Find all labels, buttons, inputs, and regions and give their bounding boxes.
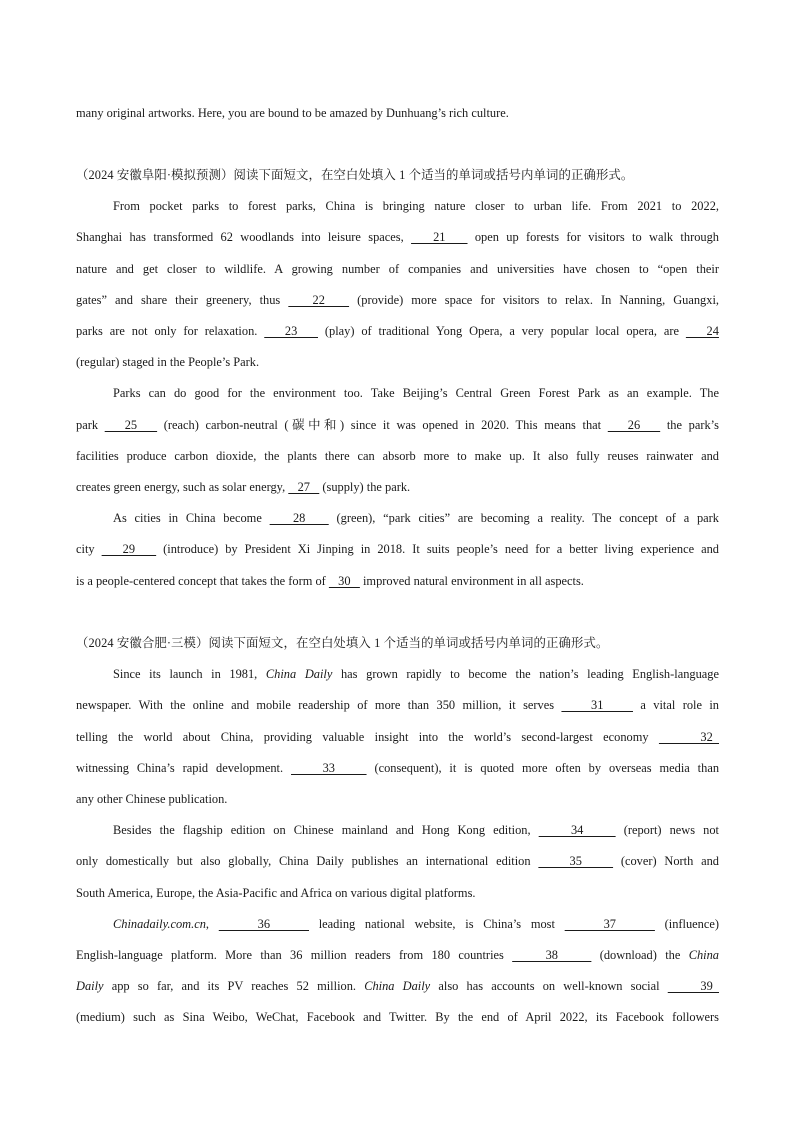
blank-23[interactable]: 23 bbox=[264, 324, 318, 338]
blank-31[interactable]: 31 bbox=[561, 698, 633, 712]
s1p1-line-2: Shanghai has transformed 62 woodlands into leisure spaces, 21 open up forests for visitors to walk through bbox=[76, 230, 719, 244]
s1p1-line-5: parks are not only for relaxation. 23 (play) of traditional Yong Opera, a very popular local opera, are 24 bbox=[76, 324, 719, 338]
blank-30[interactable]: 30 bbox=[328, 574, 360, 588]
blank-26[interactable]: 26 bbox=[607, 418, 661, 432]
section-1-heading: （2024 安徽阜阳·模拟预测）阅读下面短文，在空白处填入 1 个适当的单词或括号内单词的正确形式。 bbox=[76, 168, 634, 182]
s1p2-line-3: facilities produce carbon dioxide, the plants there can absorb more to make up. It also fully reuses rainwater and bbox=[76, 449, 719, 463]
blank-27[interactable]: 27 bbox=[288, 480, 320, 494]
s1p1-line-4: gates” and share their greenery, thus 22 (provide) more space for visitors to relax. In Nanning, Guangxi, bbox=[76, 293, 719, 307]
s2p3-line-2: English-language platform. More than 36 million readers from 180 countries 38 (download) the China bbox=[76, 948, 719, 962]
blank-34[interactable]: 34 bbox=[538, 823, 616, 837]
s2p2-line-2: only domestically but also globally, China Daily publishes an international edition 35 (cover) North and bbox=[76, 854, 719, 868]
s2p1-line-3: telling the world about China, providing valuable insight into the world’s second-largest economy 32 bbox=[76, 730, 719, 744]
s2p1-line-4: witnessing China’s rapid development. 33 (consequent), it is quoted more often by overseas media than bbox=[76, 761, 719, 775]
s2p1-line-1: Since its launch in 1981, China Daily has grown rapidly to become the nation’s leading English-language bbox=[113, 667, 719, 681]
s1p1-line-1: From pocket parks to forest parks, China is bringing nature closer to urban life. From 2021 to 2022, bbox=[113, 199, 719, 213]
blank-39[interactable]: 39 bbox=[667, 979, 719, 993]
blank-35[interactable]: 35 bbox=[538, 854, 614, 868]
blank-33[interactable]: 33 bbox=[291, 761, 367, 775]
s1p2-line-2: park 25 (reach) carbon-neutral (碳中和) since it was opened in 2020. This means that 26 the park’s bbox=[76, 418, 719, 432]
s1p3-line-1: As cities in China become 28 (green), “park cities” are becoming a reality. The concept of a park bbox=[113, 511, 719, 525]
blank-36[interactable]: 36 bbox=[218, 917, 309, 931]
blank-22[interactable]: 22 bbox=[288, 293, 350, 307]
s1p2-line-4: creates green energy, such as solar energy, 27 (supply) the park. bbox=[76, 480, 411, 494]
blank-28[interactable]: 28 bbox=[269, 511, 329, 525]
carryover-line: many original artworks. Here, you are bound to be amazed by Dunhuang’s rich culture. bbox=[76, 106, 509, 120]
s2p1-line-2: newspaper. With the online and mobile readership of more than 350 million, it serves 31 a vital role in bbox=[76, 698, 719, 712]
blank-29[interactable]: 29 bbox=[101, 542, 157, 556]
blank-32[interactable]: 32 bbox=[658, 730, 719, 744]
blank-38[interactable]: 38 bbox=[512, 948, 592, 962]
s2p3-line-4: (medium) such as Sina Weibo, WeChat, Facebook and Twitter. By the end of April 2022, its Facebook followers bbox=[76, 1010, 719, 1024]
s1p1-line-3: nature and get closer to wildlife. A growing number of companies and universities have chosen to “open their bbox=[76, 262, 719, 276]
s1p3-line-3: is a people-centered concept that takes the form of 30 improved natural environment in all aspects. bbox=[76, 574, 584, 588]
s2p2-line-1: Besides the flagship edition on Chinese mainland and Hong Kong edition, 34 (report) news not bbox=[113, 823, 719, 837]
blank-25[interactable]: 25 bbox=[104, 418, 158, 432]
blank-24[interactable]: 24 bbox=[685, 324, 719, 338]
s2p3-line-1: Chinadaily.com.cn, 36 leading national website, is China’s most 37 (influence) bbox=[113, 917, 719, 931]
s1p3-line-2: city 29 (introduce) by President Xi Jinping in 2018. It suits people’s need for a better living experience and bbox=[76, 542, 719, 556]
blank-37[interactable]: 37 bbox=[564, 917, 655, 931]
s1p2-line-1: Parks can do good for the environment too. Take Beijing’s Central Green Forest Park as an example. The bbox=[113, 386, 719, 400]
section-2-heading: （2024 安徽合肥·三模）阅读下面短文，在空白处填入 1 个适当的单词或括号内单词的正确形式。 bbox=[76, 636, 609, 650]
blank-21[interactable]: 21 bbox=[411, 230, 468, 244]
s2p3-line-3: Daily app so far, and its PV reaches 52 million. China Daily also has accounts on well-known social 39 bbox=[76, 979, 719, 993]
s2p2-line-3: South America, Europe, the Asia-Pacific and Africa on various digital platforms. bbox=[76, 886, 476, 900]
s2p1-line-5: any other Chinese publication. bbox=[76, 792, 228, 806]
s1p1-line-6: (regular) staged in the People’s Park. bbox=[76, 355, 260, 369]
